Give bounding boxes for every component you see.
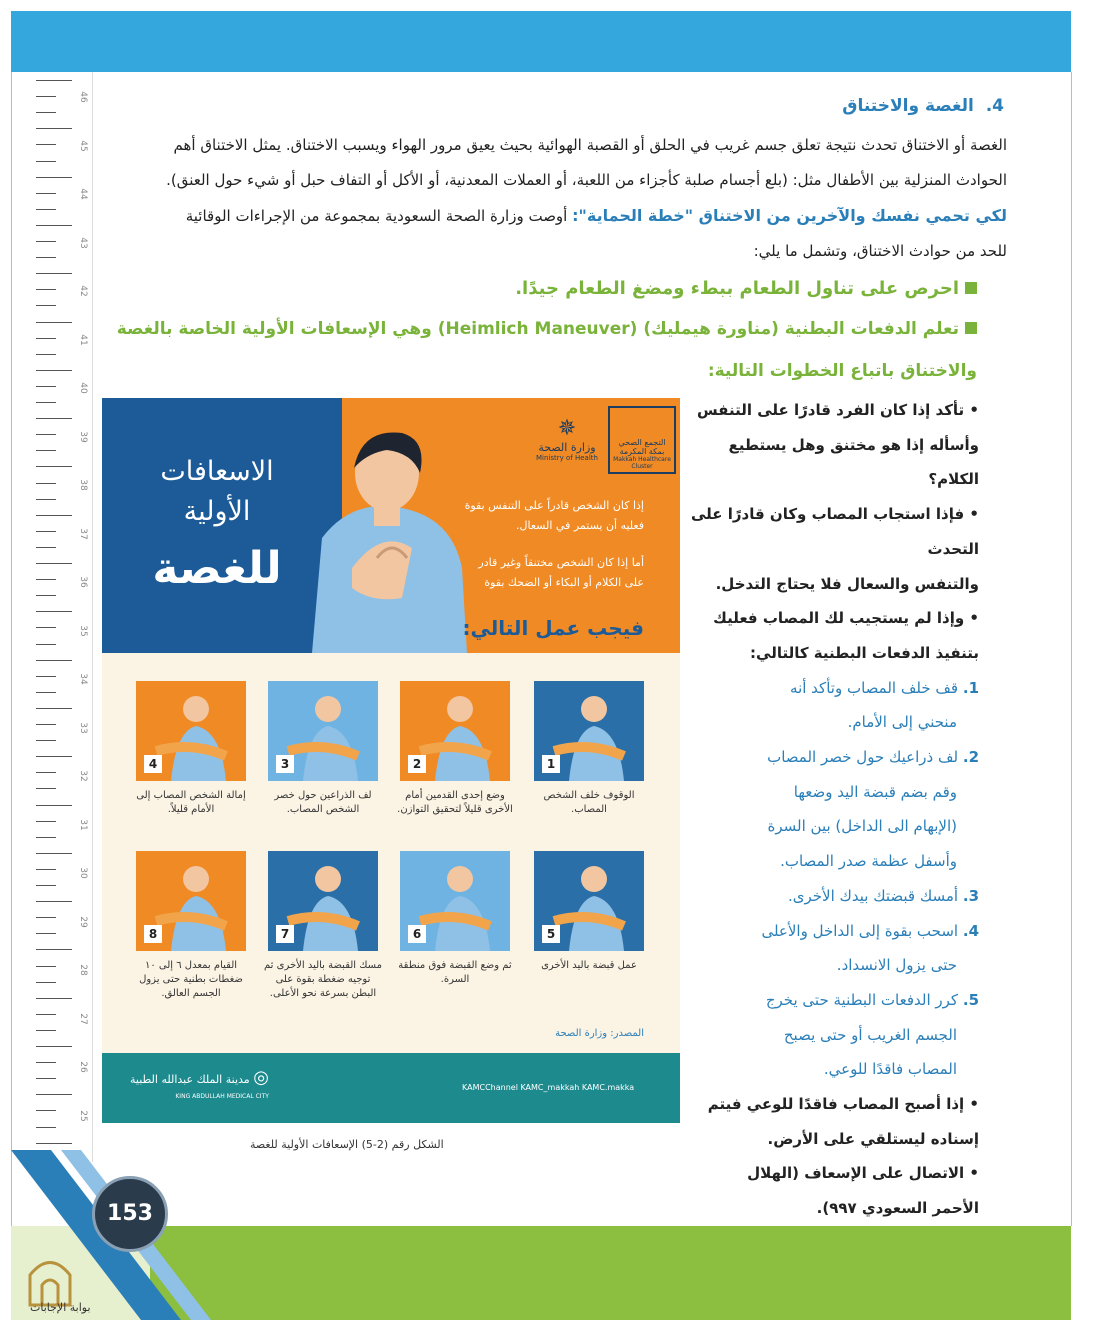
- ruler-tick: [36, 1046, 72, 1047]
- bullet-icon: •: [964, 1164, 979, 1183]
- intro-line-3-rest: أوصت وزارة الصحة السعودية بمجموعة من الإجراءات الوقائية: [185, 207, 568, 225]
- poster-orange-text-2: أما إذا كان الشخص مختنقاً وغير قادر على الكلام أو البكاء أو الضحك بقوة: [478, 556, 644, 589]
- green-point-2-cont: والاختناق باتباع الخطوات التالية:: [707, 361, 977, 381]
- ruler-tick: [36, 563, 72, 564]
- intro-line-3: [97, 198, 1007, 234]
- ruler-tick: [36, 257, 56, 258]
- ruler-tick: [36, 1143, 72, 1144]
- column-line: المصاب فاقدًا للوعي.: [823, 1060, 957, 1079]
- poster-source: المصدر: وزارة الصحة: [555, 1028, 644, 1039]
- ruler-tick: [36, 933, 56, 934]
- ruler-tick: [36, 499, 56, 500]
- ruler-number: 46: [78, 91, 88, 103]
- green-bullet-icon: [965, 322, 977, 334]
- ruler-tick: [36, 885, 56, 886]
- ruler-number: 28: [78, 964, 88, 976]
- figure-caption: الشكل رقم (2-5) الإسعافات الأولية للغصة: [250, 1138, 444, 1151]
- bullet-icon: •: [964, 609, 979, 628]
- ruler-tick: [36, 193, 56, 194]
- step-illustration: [136, 851, 246, 951]
- ruler-tick: [36, 144, 56, 145]
- watermark-label: بوابة الإجابات: [30, 1301, 91, 1314]
- column-line: والتنفس والسعال فلا يحتاج التدخل.: [715, 574, 979, 593]
- ruler-tick: [36, 982, 56, 983]
- step-illustration: [400, 851, 510, 951]
- ruler-number: 31: [78, 818, 88, 831]
- step-illustration: [136, 681, 246, 781]
- ruler-tick: [36, 161, 56, 162]
- ruler-tick: [36, 515, 72, 516]
- step-number: 5: [542, 925, 560, 943]
- column-line: (الإبهام الى الداخل) بين السرة: [767, 817, 957, 836]
- ruler-number: 40: [78, 382, 88, 394]
- poster-title-3: للغصة: [152, 543, 282, 594]
- ruler-number: 36: [78, 576, 88, 588]
- ruler-tick: [36, 434, 56, 435]
- ruler-tick: [36, 112, 56, 113]
- ruler-number: 30: [78, 867, 88, 879]
- step-caption: الوقوف خلف الشخص المصاب.: [543, 790, 635, 815]
- section-title: الغصة والاختناق: [842, 96, 974, 116]
- intro-line-1: الغصة أو الاختناق تحدث نتيجة تعلق جسم غريب في الحلق أو القصبة الهوائية بحيث يعيق مرور الهواء ويسبب الاختناق. يمثل الاختناق أهم: [173, 136, 1007, 154]
- bullet-icon: •: [964, 401, 979, 419]
- protection-plan-label: لكي تحمي نفسك والآخرين من الاختناق "خطة الحماية":: [572, 206, 1007, 225]
- poster-follow-text: فيجب عمل التالي:: [462, 616, 644, 640]
- ruler-number: 27: [78, 1012, 88, 1025]
- step-number: 4: [144, 755, 162, 773]
- ruler-tick: [36, 579, 56, 580]
- ruler-number: 33: [78, 721, 88, 734]
- bullet-icon: •: [964, 505, 979, 524]
- intro-line-4: للحد من حوادث الاختناق، وتشمل ما يلي:: [753, 242, 1007, 260]
- column-line: • وإذا لم يستجيب لك المصاب فعليك: [713, 609, 979, 628]
- ruler-tick: [36, 724, 56, 725]
- column-line: • الاتصال على الإسعاف (الهلال: [747, 1164, 979, 1183]
- column-line: 5. كرر الدفعات البطنية حتى يخرج: [765, 990, 979, 1009]
- green-point-1: احرص على تناول الطعام ببطء ومضغ الطعام جيدًا.: [515, 278, 977, 299]
- ruler-tick: [36, 966, 56, 967]
- column-line: 4. اسحب بقوة إلى الداخل والأعلى: [761, 921, 979, 940]
- ruler-tick: [36, 805, 72, 806]
- column-line: بتنفيذ الدفعات البطنية كالتالي:: [750, 643, 979, 662]
- intro-line-2: الحوادث المنزلية بين الأطفال مثل: (بلع أجسام صلبة كأجزاء من اللعبة، أو العملات المعدنية، أو الأكل أو التفاف حبل أو شيء حول العنق).: [166, 171, 1007, 189]
- cluster-logo: التجمع الصحي بمكة المكرمة Makkah Healthcare Cluster: [608, 406, 676, 474]
- ruler-number: 26: [78, 1061, 88, 1073]
- first-aid-steps-column: [689, 393, 979, 1226]
- ruler-tick: [36, 1014, 56, 1015]
- column-line: منحني إلى الأمام.: [847, 713, 957, 732]
- ruler-tick: [36, 547, 56, 548]
- poster-title-1: الاسعافات: [160, 456, 274, 487]
- ruler-number: 35: [78, 624, 88, 637]
- step-caption: مسك القبضة باليد الأخرى ثم توجيه ضغطة بقوة على البطن بسرعة نحو الأعلى.: [264, 960, 382, 999]
- ruler-tick: [36, 483, 56, 484]
- column-line: حتى يزول الانسداد.: [836, 956, 957, 975]
- kamc-logo-icon: ◎: [253, 1067, 269, 1088]
- ruler-tick: [36, 450, 56, 451]
- step-number: 8: [144, 925, 162, 943]
- frame-left: [11, 72, 12, 1226]
- column-line: • فإذا استجاب المصاب وكان قادرًا على التحدث: [690, 505, 979, 558]
- ruler-tick: [36, 531, 56, 532]
- ruler-tick: [36, 837, 56, 838]
- ruler-tick: [36, 386, 56, 387]
- poster-title-2: الأولية: [183, 496, 251, 527]
- ruler-number: 44: [78, 188, 88, 200]
- ruler-number: 43: [78, 236, 88, 249]
- ruler-tick: [36, 853, 72, 854]
- intro-paragraph: [97, 128, 1007, 269]
- column-line: الأحمر السعودي ٩٩٧).: [816, 1199, 979, 1218]
- top-banner: [11, 11, 1071, 72]
- step-number: 6: [408, 925, 426, 943]
- step-caption: إمالة الشخص المصاب إلى الأمام قليلاً.: [136, 790, 246, 815]
- section-number: 4.: [985, 96, 1004, 116]
- ruler-number: 39: [78, 430, 88, 443]
- column-line: • تأكد إذا كان الفرد قادرًا على التنفس: [696, 401, 979, 419]
- kamc-logo: ◎ مدينة الملك عبدالله الطبية KING ABDULLAH MEDICAL CITY: [130, 1067, 269, 1100]
- ruler-tick: [36, 772, 56, 773]
- ruler-tick: [36, 273, 72, 274]
- step-illustration: [268, 681, 378, 781]
- ruler-number: 29: [78, 915, 88, 928]
- ruler-tick: [36, 128, 72, 129]
- ruler-number: 42: [78, 285, 88, 297]
- poster-footer: [102, 1053, 680, 1123]
- ruler-tick: [36, 354, 56, 355]
- frame-right: [1071, 72, 1072, 1226]
- ruler-number: 34: [78, 673, 88, 685]
- ruler-tick: [36, 1030, 56, 1031]
- step-number: 1: [542, 755, 560, 773]
- column-line: 2. لف ذراعيك حول خصر المصاب: [767, 748, 979, 767]
- ruler-tick: [36, 241, 56, 242]
- ruler-tick: [36, 225, 72, 226]
- bottom-green-band: [150, 1226, 1071, 1320]
- ruler-number: 41: [78, 333, 88, 346]
- first-aid-poster: [102, 398, 680, 1123]
- ruler-tick: [36, 917, 56, 918]
- ruler-tick: [36, 1094, 72, 1095]
- step-number: 3: [276, 755, 294, 773]
- ruler-tick: [36, 788, 56, 789]
- ruler-tick: [36, 869, 56, 870]
- column-line: الجسم الغريب أو حتى يصبح: [783, 1025, 957, 1044]
- ruler-tick: [36, 676, 56, 677]
- column-line: 1. قف خلف المصاب وتأكد أنه: [790, 678, 979, 697]
- ruler-tick: [36, 949, 72, 950]
- column-line: 3. أمسك قبضتك بيدك الأخرى.: [787, 886, 979, 905]
- ruler-tick: [36, 595, 56, 596]
- step-illustration: [268, 851, 378, 951]
- moh-emblem-icon: ✵: [557, 416, 577, 441]
- ruler-tick: [36, 756, 72, 757]
- ruler-number: 38: [78, 479, 88, 491]
- column-line: وقم بضم قبضة اليد وضعها: [793, 782, 957, 801]
- ruler-tick: [36, 740, 56, 741]
- ruler-tick: [36, 901, 72, 902]
- ruler-tick: [36, 96, 56, 97]
- ruler-tick: [36, 466, 72, 467]
- ruler-tick: [36, 1062, 56, 1063]
- poster-orange-text-1: إذا كان الشخص قادراً على التنفس بقوة فعليه أن يستمر في السعال.: [464, 499, 644, 532]
- ruler-number: 32: [78, 770, 88, 782]
- step-caption: وضع إحدى القدمين أمام الأخرى قليلاً لتحقيق التوازن.: [397, 790, 513, 815]
- ruler-tick: [36, 998, 72, 999]
- ruler-tick: [36, 305, 56, 306]
- ruler-number: 37: [78, 527, 88, 540]
- ruler-tick: [36, 644, 56, 645]
- ruler-tick: [36, 418, 72, 419]
- section-heading: [842, 96, 1004, 116]
- step-caption: عمل قبضة باليد الأخرى: [541, 960, 637, 971]
- green-bullet-icon: [965, 282, 977, 294]
- step-caption: ثم وضع القبضة فوق منطقة السرة.: [398, 960, 512, 985]
- ruler-tick: [36, 821, 56, 822]
- ruler-tick: [36, 402, 56, 403]
- column-line: وأسفل عظمة صدر المصاب.: [780, 852, 957, 871]
- ruler-tick: [36, 80, 72, 81]
- step-illustration: [534, 851, 644, 951]
- ruler-tick: [36, 1110, 56, 1111]
- ruler-tick: [36, 289, 56, 290]
- green-point-2: تعلم الدفعات البطنية (مناورة هيمليك) (Heimlich Maneuver) وهي الإسعافات الأولية الخاصة بالغصة: [117, 319, 977, 339]
- step-caption: لف الذراعين حول خصر الشخص المصاب.: [274, 790, 372, 815]
- ruler-tick: [36, 209, 56, 210]
- column-line: وأسأله إذا هو مختنق وهل يستطيع الكلام؟: [728, 435, 979, 489]
- step-number: 2: [408, 755, 426, 773]
- social-handles: KAMCChannel KAMC_makkah KAMC.makka: [462, 1083, 635, 1092]
- ruler-number: 45: [78, 139, 88, 152]
- ruler-tick: [36, 708, 72, 709]
- column-line: إسناده ليستلقي على الأرض.: [767, 1129, 979, 1148]
- ruler-number: 25: [78, 1109, 88, 1122]
- ruler-tick: [36, 611, 72, 612]
- ruler-tick: [36, 177, 72, 178]
- ruler-tick: [36, 692, 56, 693]
- step-illustration: [400, 681, 510, 781]
- ruler-tick: [36, 627, 56, 628]
- bullet-icon: •: [964, 1095, 979, 1114]
- ruler-tick: [36, 322, 72, 323]
- step-illustration: [534, 681, 644, 781]
- step-number: 7: [276, 925, 294, 943]
- page-number-badge: 153: [92, 1176, 168, 1252]
- ruler-tick: [36, 1078, 56, 1079]
- column-line: • إذا أصبح المصاب فاقدًا للوعي فيتم: [707, 1095, 979, 1114]
- ruler-tick: [36, 338, 56, 339]
- ruler-tick: [36, 660, 72, 661]
- ruler-tick: [36, 1127, 56, 1128]
- choking-person-illustration: [292, 418, 472, 653]
- moh-logo: ✵ وزارة الصحة Ministry of Health: [532, 416, 602, 462]
- step-caption: القيام بمعدل ٦ إلى ١٠ ضغطات بطنية حتى يزول الجسم العالق.: [139, 960, 243, 999]
- ruler-tick: [36, 370, 72, 371]
